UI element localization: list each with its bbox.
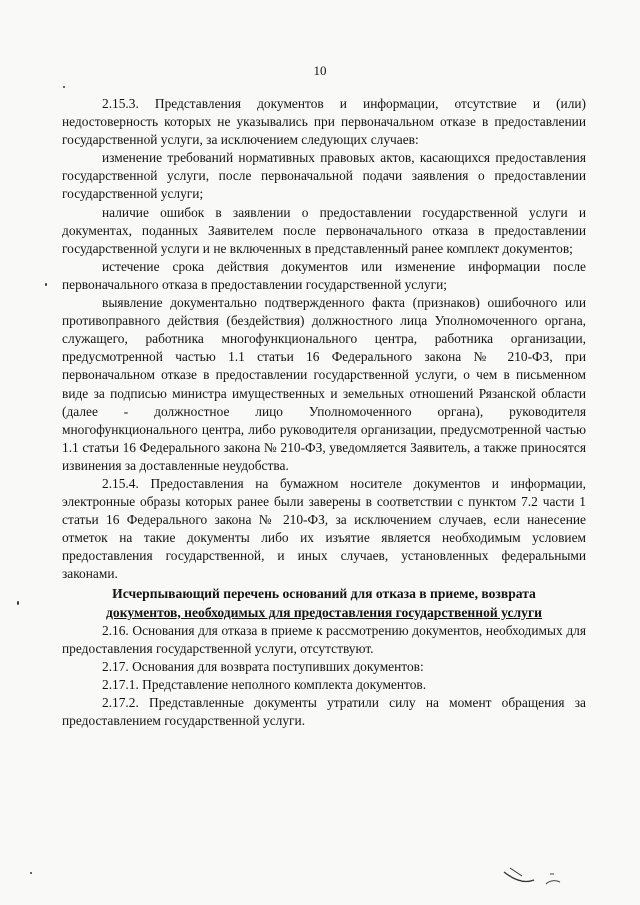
page-number: 10 — [313, 63, 327, 78]
heading-line-2: документов, необходимых для предоставления государственной услуги — [106, 604, 542, 620]
paragraph-2-15-3: 2.15.3. Представления документов и информации, отсутствие и (или) недостоверность которых не указывались при первоначальном отказе в предоставлении государственной услуги, за исключением следующих случаев: — [62, 96, 586, 148]
initials-signature — [500, 862, 570, 892]
scan-speck — [30, 872, 32, 874]
paragraph-2-17: 2.17. Основания для возврата поступивших документов: — [102, 658, 424, 674]
paragraph-case-3: истечение срока действия документов или изменение информации после первоначального отказа в предоставлении государственной услуги; — [62, 258, 586, 292]
scan-speck — [45, 283, 47, 286]
paragraph-2-16: 2.16. Основания для отказа в приеме к рассмотрению документов, необходимых для предоставления государственной услуги, отсутствуют. — [62, 622, 586, 656]
heading-line-1: Исчерпывающий перечень оснований для отказа в приеме, возврата — [112, 585, 536, 601]
paragraph-2-17-2: 2.17.2. Представленные документы утратили силу на момент обращения за предоставлением государственной услуги. — [62, 694, 586, 728]
paragraph-case-4: выявление документально подтвержденного факта (признаков) ошибочного или противоправного действия (бездействия) должностного лица Уполномоченного органа, служащего, работника многофункционального центра, работника организации, предусмотренной частью 1.1 статьи 16 Федерального закона № 210-ФЗ, при первоначальном отказе в предоставлении государственной услуги, о чем в письменном виде за подписью министра имущественных и земельных отношений Рязанской области (далее - должностное лицо Уполномоченного органа), руководителя многофункционального центра, либо руководителя организации, предусмотренной частью 1.1 статьи 16 Федерального закона № 210-ФЗ, уведомляется Заявитель, а также приносятся извинения за доставленные неудобства. — [62, 295, 586, 473]
document-body — [62, 95, 586, 730]
paragraph-case-2: наличие ошибок в заявлении о предоставлении государственной услуги и документах, поданных Заявителем после первоначального отказа в предоставлении государственной услуги и не включенных в представленный ранее комплект документов; — [62, 204, 586, 256]
paragraph-2-17-1: 2.17.1. Представление неполного комплекта документов. — [102, 676, 427, 692]
paragraph-2-15-4: 2.15.4. Предоставления на бумажном носителе документов и информации, электронные образы которых ранее были заверены в соответствии с пунктом 7.2 части 1 статьи 16 Федерального закона № 210-ФЗ, за исключением случаев, если нанесение отметок на такие документы либо их изъятие является необходимым условием предоставления государственной, и иных случаев, установленных федеральными законами. — [62, 475, 586, 582]
scan-speck — [17, 601, 19, 605]
scan-speck — [63, 86, 65, 88]
section-heading — [62, 584, 586, 622]
paragraph-case-1: изменение требований нормативных правовых актов, касающихся предоставления государственной услуги, после первоначальной подачи заявления о предоставлении государственной услуги; — [62, 150, 586, 202]
